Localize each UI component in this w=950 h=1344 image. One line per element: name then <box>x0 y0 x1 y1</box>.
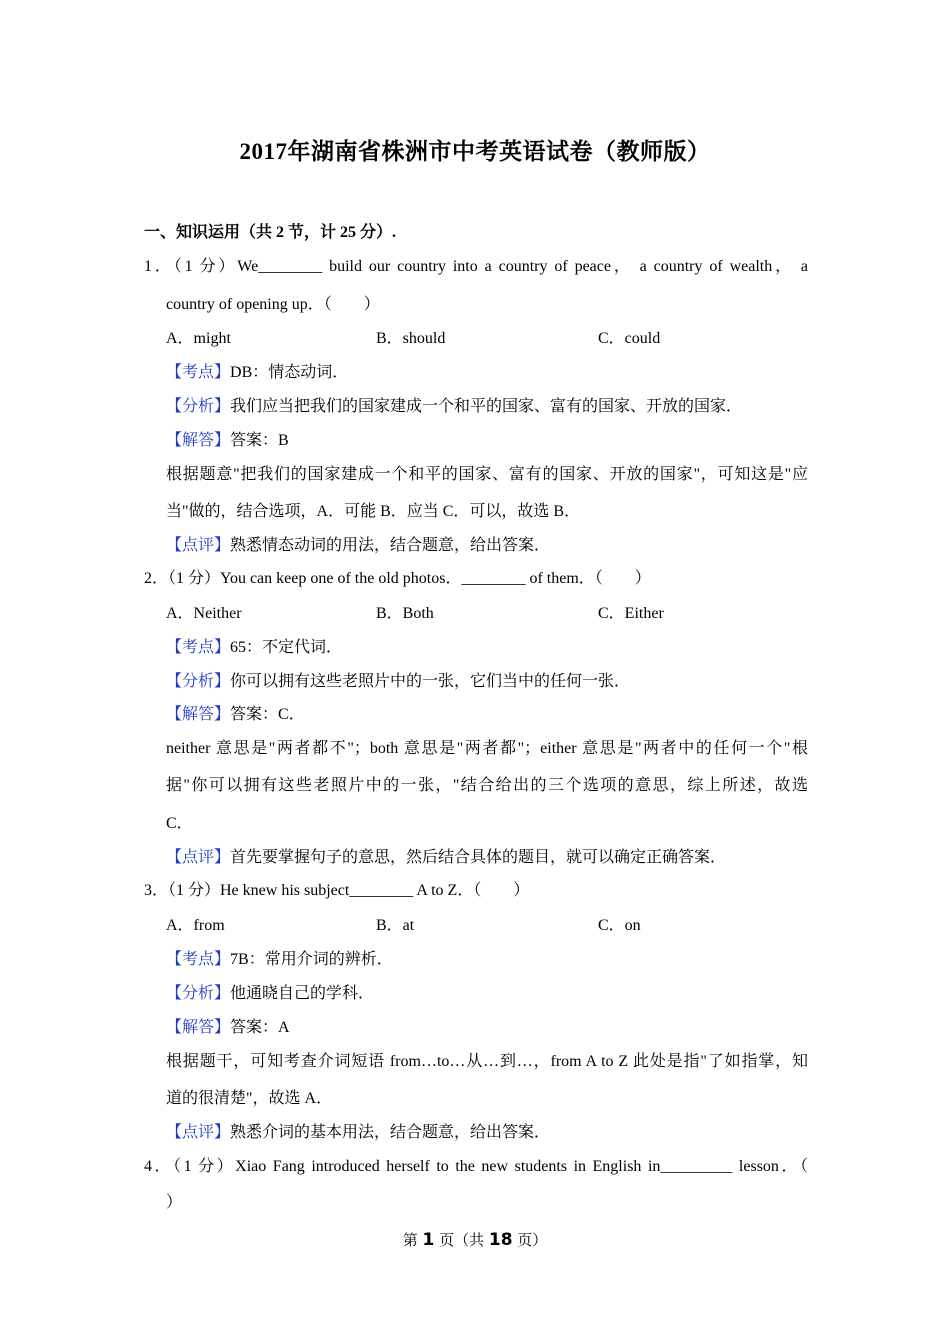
q1-option-c: C．could <box>598 330 661 347</box>
q1-dianping-text: 熟悉情态动词的用法，结合题意，给出答案． <box>230 537 551 554</box>
jieda-label: 【解答】 <box>166 706 231 723</box>
q3-dianping <box>166 1122 808 1144</box>
q1-jieda <box>166 430 808 452</box>
q2-explain-line1: neither 意思是"两者都不"；both 意思是"两者都"；either 意思是"两者中的任何一个"根 <box>166 740 808 757</box>
q2-option-c: C．Either <box>598 605 664 622</box>
q3-option-a: A．from <box>166 917 225 934</box>
q2-dianping <box>166 847 808 869</box>
page-footer <box>0 1229 950 1250</box>
footer-suffix: 页） <box>512 1231 548 1249</box>
q2-jieda <box>166 704 808 726</box>
q2-stem-line1: 2．（1 分）You can keep one of the old photos．________ of them．（ ） <box>144 570 651 587</box>
q3-fenxi-text: 他通晓自己的学科． <box>230 985 375 1002</box>
q2-jieda-text: 答案：C． <box>230 706 305 723</box>
fenxi-label: 【分析】 <box>166 673 231 690</box>
q2-fenxi-text: 你可以拥有这些老照片中的一张，它们当中的任何一张． <box>230 673 631 690</box>
q3-kaodian <box>166 949 808 971</box>
q1-kaodian-text: DB：情态动词． <box>230 364 349 381</box>
q1-option-b: B．should <box>376 330 446 347</box>
q2-dianping-text: 首先要掌握句子的意思，然后结合具体的题目，就可以确定正确答案． <box>230 849 727 866</box>
q1-stem-line2: country of opening up．（ ） <box>166 296 380 313</box>
q1-fenxi <box>166 396 808 418</box>
q2-kaodian <box>166 637 808 659</box>
kaodian-label: 【考点】 <box>166 951 231 968</box>
q3-jieda-text: 答案：A <box>230 1019 290 1036</box>
q1-option-a: A．might <box>166 330 231 347</box>
dianping-label: 【点评】 <box>166 537 231 554</box>
kaodian-label: 【考点】 <box>166 639 231 656</box>
q2-option-b: B．Both <box>376 605 434 622</box>
q1-fenxi-text: 我们应当把我们的国家建成一个和平的国家、富有的国家、开放的国家． <box>230 398 743 415</box>
footer-total-pages: 18 <box>488 1230 513 1250</box>
q1-dianping <box>166 535 808 557</box>
dianping-label: 【点评】 <box>166 1124 231 1141</box>
q2-option-a: A．Neither <box>166 605 242 622</box>
q3-explain-line1: 根据题干，可知考查介词短语 from…to…从…到…，from A to Z 此处是指"了如指掌，知 <box>166 1053 808 1070</box>
fenxi-label: 【分析】 <box>166 985 231 1002</box>
jieda-label: 【解答】 <box>166 1019 231 1036</box>
q1-jieda-text: 答案：B <box>230 432 289 449</box>
q1-stem-line1: 1．（1 分）We________ build our country into a country of peace， a country of wealth， a <box>144 258 808 275</box>
q3-jieda <box>166 1017 808 1039</box>
footer-middle: 页（共 <box>434 1231 489 1249</box>
q1-explain-line2: 当"做的，结合选项，A．可能 B．应当 C．可以，故选 B． <box>166 503 581 520</box>
dianping-label: 【点评】 <box>166 849 231 866</box>
q2-explain-line2: 据"你可以拥有这些老照片中的一张，"结合给出的三个选项的意思，综上所述，故选 <box>166 777 808 794</box>
q2-explain-line3: C． <box>166 815 193 832</box>
q3-stem-line1: 3．（1 分）He knew his subject________ A to Z．（ ） <box>144 882 530 899</box>
q4-stem-line1: 4．（1 分）Xiao Fang introduced herself to the new students in English in_________ lesson．（ <box>144 1158 808 1175</box>
q3-dianping-text: 熟悉介词的基本用法，结合题意，给出答案． <box>230 1124 551 1141</box>
q3-option-c: C．on <box>598 917 641 934</box>
q2-kaodian-text: 65：不定代词． <box>230 639 343 656</box>
q3-kaodian-text: 7B：常用介词的辨析． <box>230 951 393 968</box>
q3-explain-line2: 道的很清楚"，故选 A． <box>166 1090 333 1107</box>
section-heading: 一、知识运用（共 2 节，计 25 分）. <box>144 224 397 241</box>
footer-page-number: 1 <box>422 1230 435 1250</box>
jieda-label: 【解答】 <box>166 432 231 449</box>
q1-kaodian <box>166 362 808 384</box>
q3-option-b: B．at <box>376 917 415 934</box>
fenxi-label: 【分析】 <box>166 398 231 415</box>
footer-prefix: 第 <box>402 1231 423 1249</box>
page-title: 2017年湖南省株洲市中考英语试卷（教师版） <box>239 139 711 164</box>
q4-stem-line2: ） <box>166 1194 183 1211</box>
q1-explain-line1: 根据题意"把我们的国家建成一个和平的国家、富有的国家、开放的国家"，可知这是"应 <box>166 466 808 483</box>
q3-fenxi <box>166 983 808 1005</box>
q2-fenxi <box>166 671 808 693</box>
kaodian-label: 【考点】 <box>166 364 231 381</box>
